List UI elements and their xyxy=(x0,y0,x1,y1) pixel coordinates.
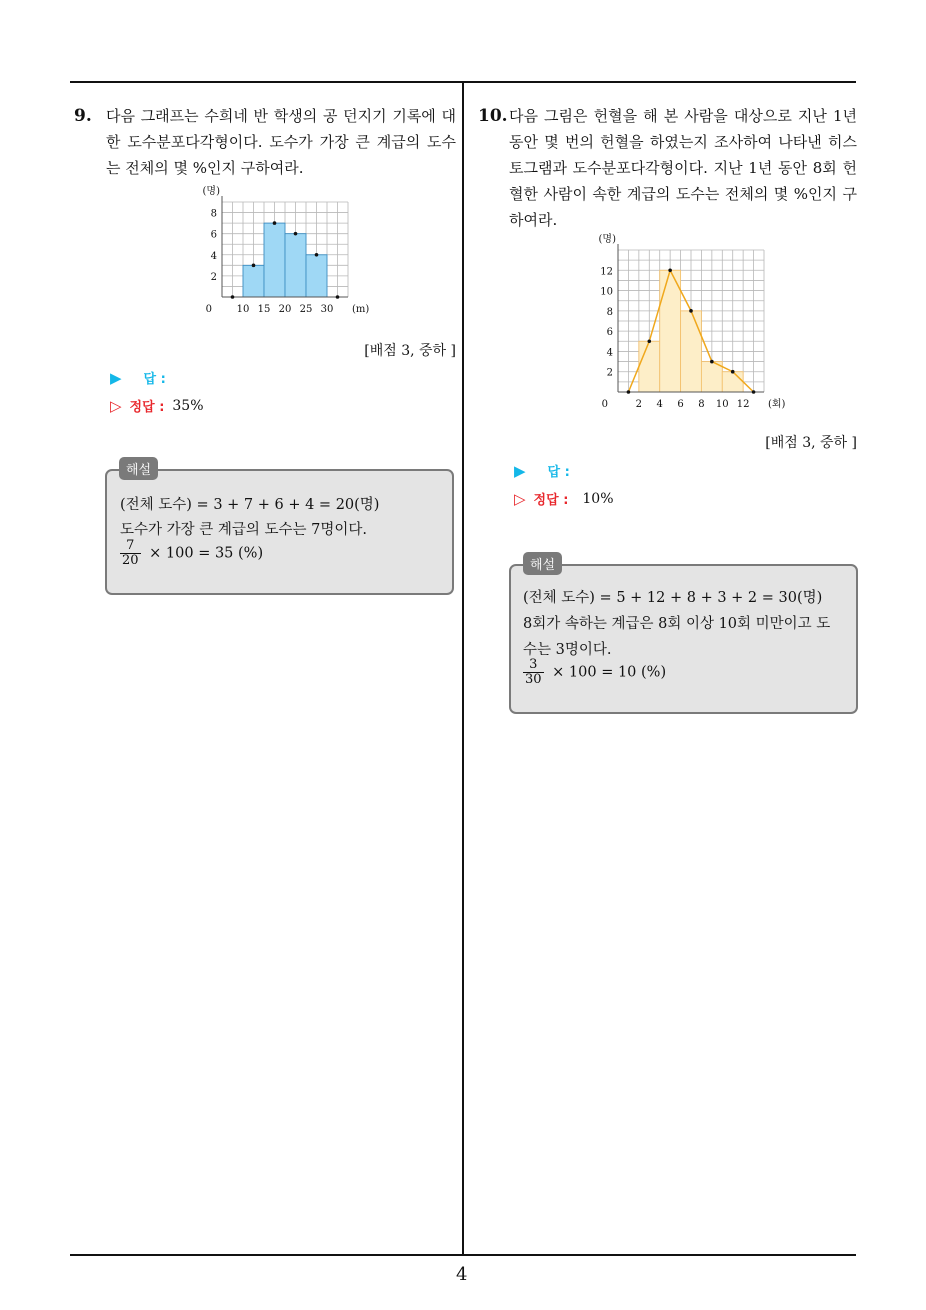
polygon-point xyxy=(668,268,672,272)
open-play-icon: ▷ xyxy=(514,489,526,508)
y-tick-label: 8 xyxy=(606,306,613,318)
polygon-point xyxy=(252,264,256,268)
histogram-bar xyxy=(639,341,660,392)
solution-line: 수는 3명이다. xyxy=(523,642,612,658)
question-text: 다음 그림은 헌혈을 해 본 사람을 대상으로 지난 1년 동안 몇 번의 헌혈을 하였는지 조사하여 나타낸 히스토그램과 도수분포다각형이다. 지난 1년 동안 8회 헌혈한 사람이 속한 계급의 도수는 전체의 몇 %인지 구하여라. xyxy=(509,107,857,229)
x-tick-label: 15 xyxy=(257,304,271,315)
y-tick-label: 6 xyxy=(210,229,217,241)
bottom-rule xyxy=(70,1254,856,1256)
x-tick-label: 30 xyxy=(320,304,334,315)
correct-answer-row xyxy=(514,489,614,508)
solution-tab: 해설 xyxy=(119,457,158,480)
open-play-icon: ▷ xyxy=(110,396,122,415)
solution-fraction-line xyxy=(523,658,666,687)
histogram-bar xyxy=(285,234,306,297)
y-tick-label: 12 xyxy=(600,266,613,278)
solution-tab: 해설 xyxy=(523,552,562,575)
fraction xyxy=(120,539,141,568)
x-tick-label: 8 xyxy=(698,399,705,410)
chart-histogram-q10 xyxy=(596,234,786,410)
y-axis-label: (명) xyxy=(598,234,616,245)
histogram-bar xyxy=(660,270,681,392)
correct-label: 정답 : xyxy=(533,493,569,508)
play-icon: ▶ xyxy=(514,461,526,480)
x-tick-label: 20 xyxy=(278,304,292,315)
fraction-rest: × 100 = 35 (%) xyxy=(149,545,264,562)
solution-line: 8회가 속하는 계급은 8회 이상 10회 미만이고 도 xyxy=(523,616,831,632)
fraction-numerator: 7 xyxy=(126,538,135,553)
column-divider xyxy=(462,81,464,1256)
polygon-point xyxy=(710,360,714,364)
x-tick-label: 25 xyxy=(299,304,313,315)
y-tick-label: 10 xyxy=(600,286,613,298)
solution-box xyxy=(105,469,454,595)
answer-row xyxy=(514,461,570,480)
x-tick-label: 6 xyxy=(677,399,684,410)
y-axis-label: (명) xyxy=(202,186,220,197)
x-axis-label: (회) xyxy=(768,399,786,410)
fraction-denominator: 30 xyxy=(525,672,542,687)
y-tick-label: 4 xyxy=(606,347,613,359)
polygon-point xyxy=(336,295,340,299)
histogram-bar xyxy=(681,311,702,392)
fraction-numerator: 3 xyxy=(529,657,538,672)
solution-fraction-line xyxy=(120,539,263,568)
y-tick-label: 4 xyxy=(210,250,217,262)
x-tick-label: 10 xyxy=(236,304,250,315)
solution-line: (전체 도수) = 3 + 7 + 6 + 4 = 20(명) xyxy=(120,497,380,513)
x-tick-label: 12 xyxy=(736,399,750,410)
correct-value: 35% xyxy=(172,397,204,414)
question-meta: [배점 3, 중하 ] xyxy=(364,343,456,359)
page-number: 4 xyxy=(456,1264,468,1285)
fraction-rest: × 100 = 10 (%) xyxy=(552,664,667,681)
polygon-point xyxy=(689,309,693,313)
fraction xyxy=(523,658,544,687)
polygon-point xyxy=(647,339,651,343)
histogram-bar xyxy=(701,362,722,392)
histogram-bar xyxy=(243,265,264,297)
x-tick-label: 10 xyxy=(715,399,729,410)
y-tick-label: 2 xyxy=(210,271,217,283)
question-number: 9. xyxy=(74,106,92,126)
origin-label: 0 xyxy=(205,304,212,315)
play-icon: ▶ xyxy=(110,368,122,387)
x-axis-label: (m) xyxy=(352,304,370,315)
histogram-bar xyxy=(264,223,285,297)
answer-label: 답 : xyxy=(547,465,570,480)
solution-box xyxy=(509,564,858,714)
solution-line: (전체 도수) = 5 + 12 + 8 + 3 + 2 = 30(명) xyxy=(523,590,823,606)
polygon-point xyxy=(627,390,631,394)
correct-answer-row xyxy=(110,396,204,415)
histogram-bar xyxy=(306,255,327,297)
x-tick-label: 4 xyxy=(656,399,663,410)
y-tick-label: 8 xyxy=(210,208,217,220)
origin-label: 0 xyxy=(601,399,608,410)
polygon-point xyxy=(731,370,735,374)
polygon-point xyxy=(752,390,756,394)
fraction-denominator: 20 xyxy=(122,553,139,568)
polygon-point xyxy=(294,232,298,236)
polygon-point xyxy=(315,253,319,257)
polygon-point xyxy=(273,221,277,225)
solution-line: 도수가 가장 큰 계급의 도수는 7명이다. xyxy=(120,522,367,538)
question-text: 다음 그래프는 수희네 반 학생의 공 던지기 기록에 대한 도수분포다각형이다. 도수가 가장 큰 계급의 도수는 전체의 몇 %인지 구하여라. xyxy=(106,107,456,177)
question-meta: [배점 3, 중하 ] xyxy=(765,435,857,451)
question-number: 10. xyxy=(478,106,508,126)
answer-label: 답 : xyxy=(143,372,166,387)
answer-row xyxy=(110,368,166,387)
x-tick-label: 2 xyxy=(635,399,643,410)
y-tick-label: 2 xyxy=(606,367,613,379)
correct-label: 정답 : xyxy=(129,400,165,415)
chart-histogram-q9 xyxy=(196,188,376,313)
y-tick-label: 6 xyxy=(606,327,613,339)
polygon-point xyxy=(231,295,235,299)
correct-value: 10% xyxy=(582,490,614,507)
histogram-bar xyxy=(722,372,743,392)
